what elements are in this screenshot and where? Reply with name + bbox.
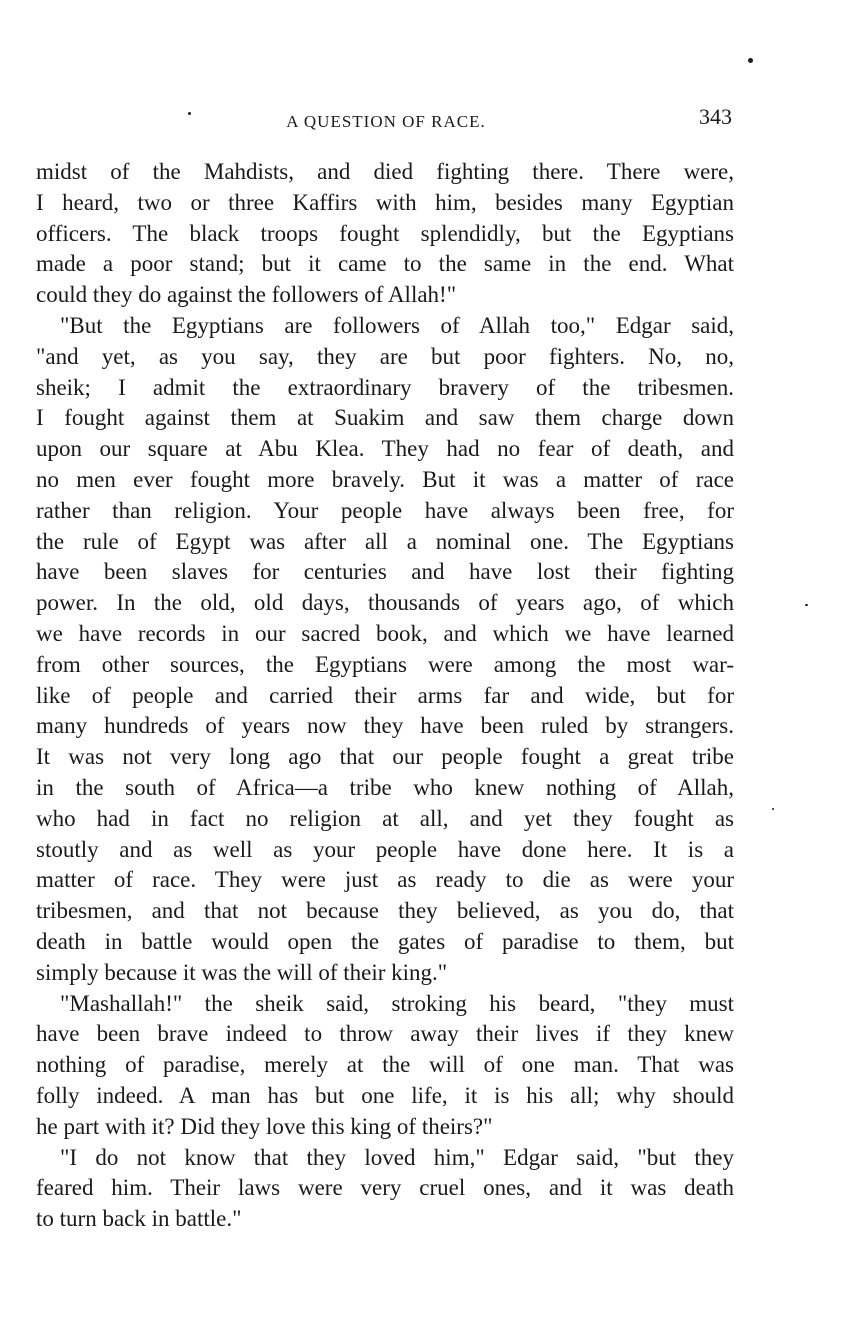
text-line: nothing of paradise, merely at the will of one man. That was	[36, 1052, 734, 1078]
text-line: from other sources, the Egyptians were among the most war-	[36, 651, 734, 677]
scan-speck	[772, 808, 774, 810]
text-line: matter of race. They were just as ready to die as were your	[36, 867, 734, 893]
text-line: many hundreds of years now they have been ruled by strangers.	[36, 713, 734, 739]
text-line: to turn back in battle."	[36, 1206, 242, 1232]
text-line: officers. The black troops fought splendidly, but the Egyptians	[36, 220, 734, 246]
text-line: could they do against the followers of Allah!"	[36, 282, 457, 308]
scan-speck	[188, 112, 191, 115]
text-line: in the south of Africa—a tribe who knew nothing of Allah,	[36, 774, 734, 800]
text-line: folly indeed. A man has but one life, it is his all; why should	[36, 1082, 734, 1108]
text-line: no men ever fought more bravely. But it was a matter of race	[36, 466, 734, 492]
scan-speck	[805, 604, 808, 606]
text-line: midst of the Mahdists, and died fighting there. There were,	[36, 159, 734, 184]
page-number: 343	[699, 104, 732, 129]
body-text	[36, 157, 734, 1235]
scan-speck	[748, 58, 753, 63]
text-line: death in battle would open the gates of paradise to them, but	[36, 928, 734, 954]
text-line: It was not very long ago that our people fought a great tribe	[36, 744, 734, 770]
text-line: rather than religion. Your people have always been free, for	[36, 497, 734, 523]
text-line: have been slaves for centuries and have lost their fighting	[36, 559, 734, 585]
text-line: power. In the old, old days, thousands of years ago, of which	[36, 590, 734, 616]
text-line: have been brave indeed to throw away their lives if they knew	[36, 1021, 734, 1047]
running-title: A QUESTION OF RACE.	[286, 112, 486, 131]
text-line: who had in fact no religion at all, and yet they fought as	[36, 805, 734, 831]
text-line: "But the Egyptians are followers of Allah too," Edgar said,	[60, 312, 734, 338]
text-line: I heard, two or three Kaffirs with him, besides many Egyptian	[36, 189, 734, 215]
text-line: he part with it? Did they love this king of theirs?"	[36, 1113, 493, 1139]
text-line: the rule of Egypt was after all a nominal one. The Egyptians	[36, 528, 734, 554]
text-line: made a poor stand; but it came to the same in the end. What	[36, 251, 734, 277]
page-header	[36, 100, 736, 136]
text-line: we have records in our sacred book, and which we have learned	[36, 620, 734, 646]
text-line: like of people and carried their arms far and wide, but for	[36, 682, 734, 708]
text-line: "and yet, as you say, they are but poor fighters. No, no,	[36, 343, 734, 369]
text-line: "Mashallah!" the sheik said, stroking his beard, "they must	[60, 990, 734, 1016]
text-line: I fought against them at Suakim and saw them charge down	[36, 405, 734, 431]
text-line: simply because it was the will of their king."	[36, 959, 448, 985]
text-line: feared him. Their laws were very cruel ones, and it was death	[36, 1175, 734, 1201]
text-line: stoutly and as well as your people have done here. It is a	[36, 836, 734, 862]
text-line: tribesmen, and that not because they believed, as you do, that	[36, 898, 734, 924]
text-line: "I do not know that they loved him," Edgar said, "but they	[60, 1144, 734, 1170]
text-line: upon our square at Abu Klea. They had no fear of death, and	[36, 436, 734, 462]
text-line: sheik; I admit the extraordinary bravery of the tribesmen.	[36, 374, 734, 400]
